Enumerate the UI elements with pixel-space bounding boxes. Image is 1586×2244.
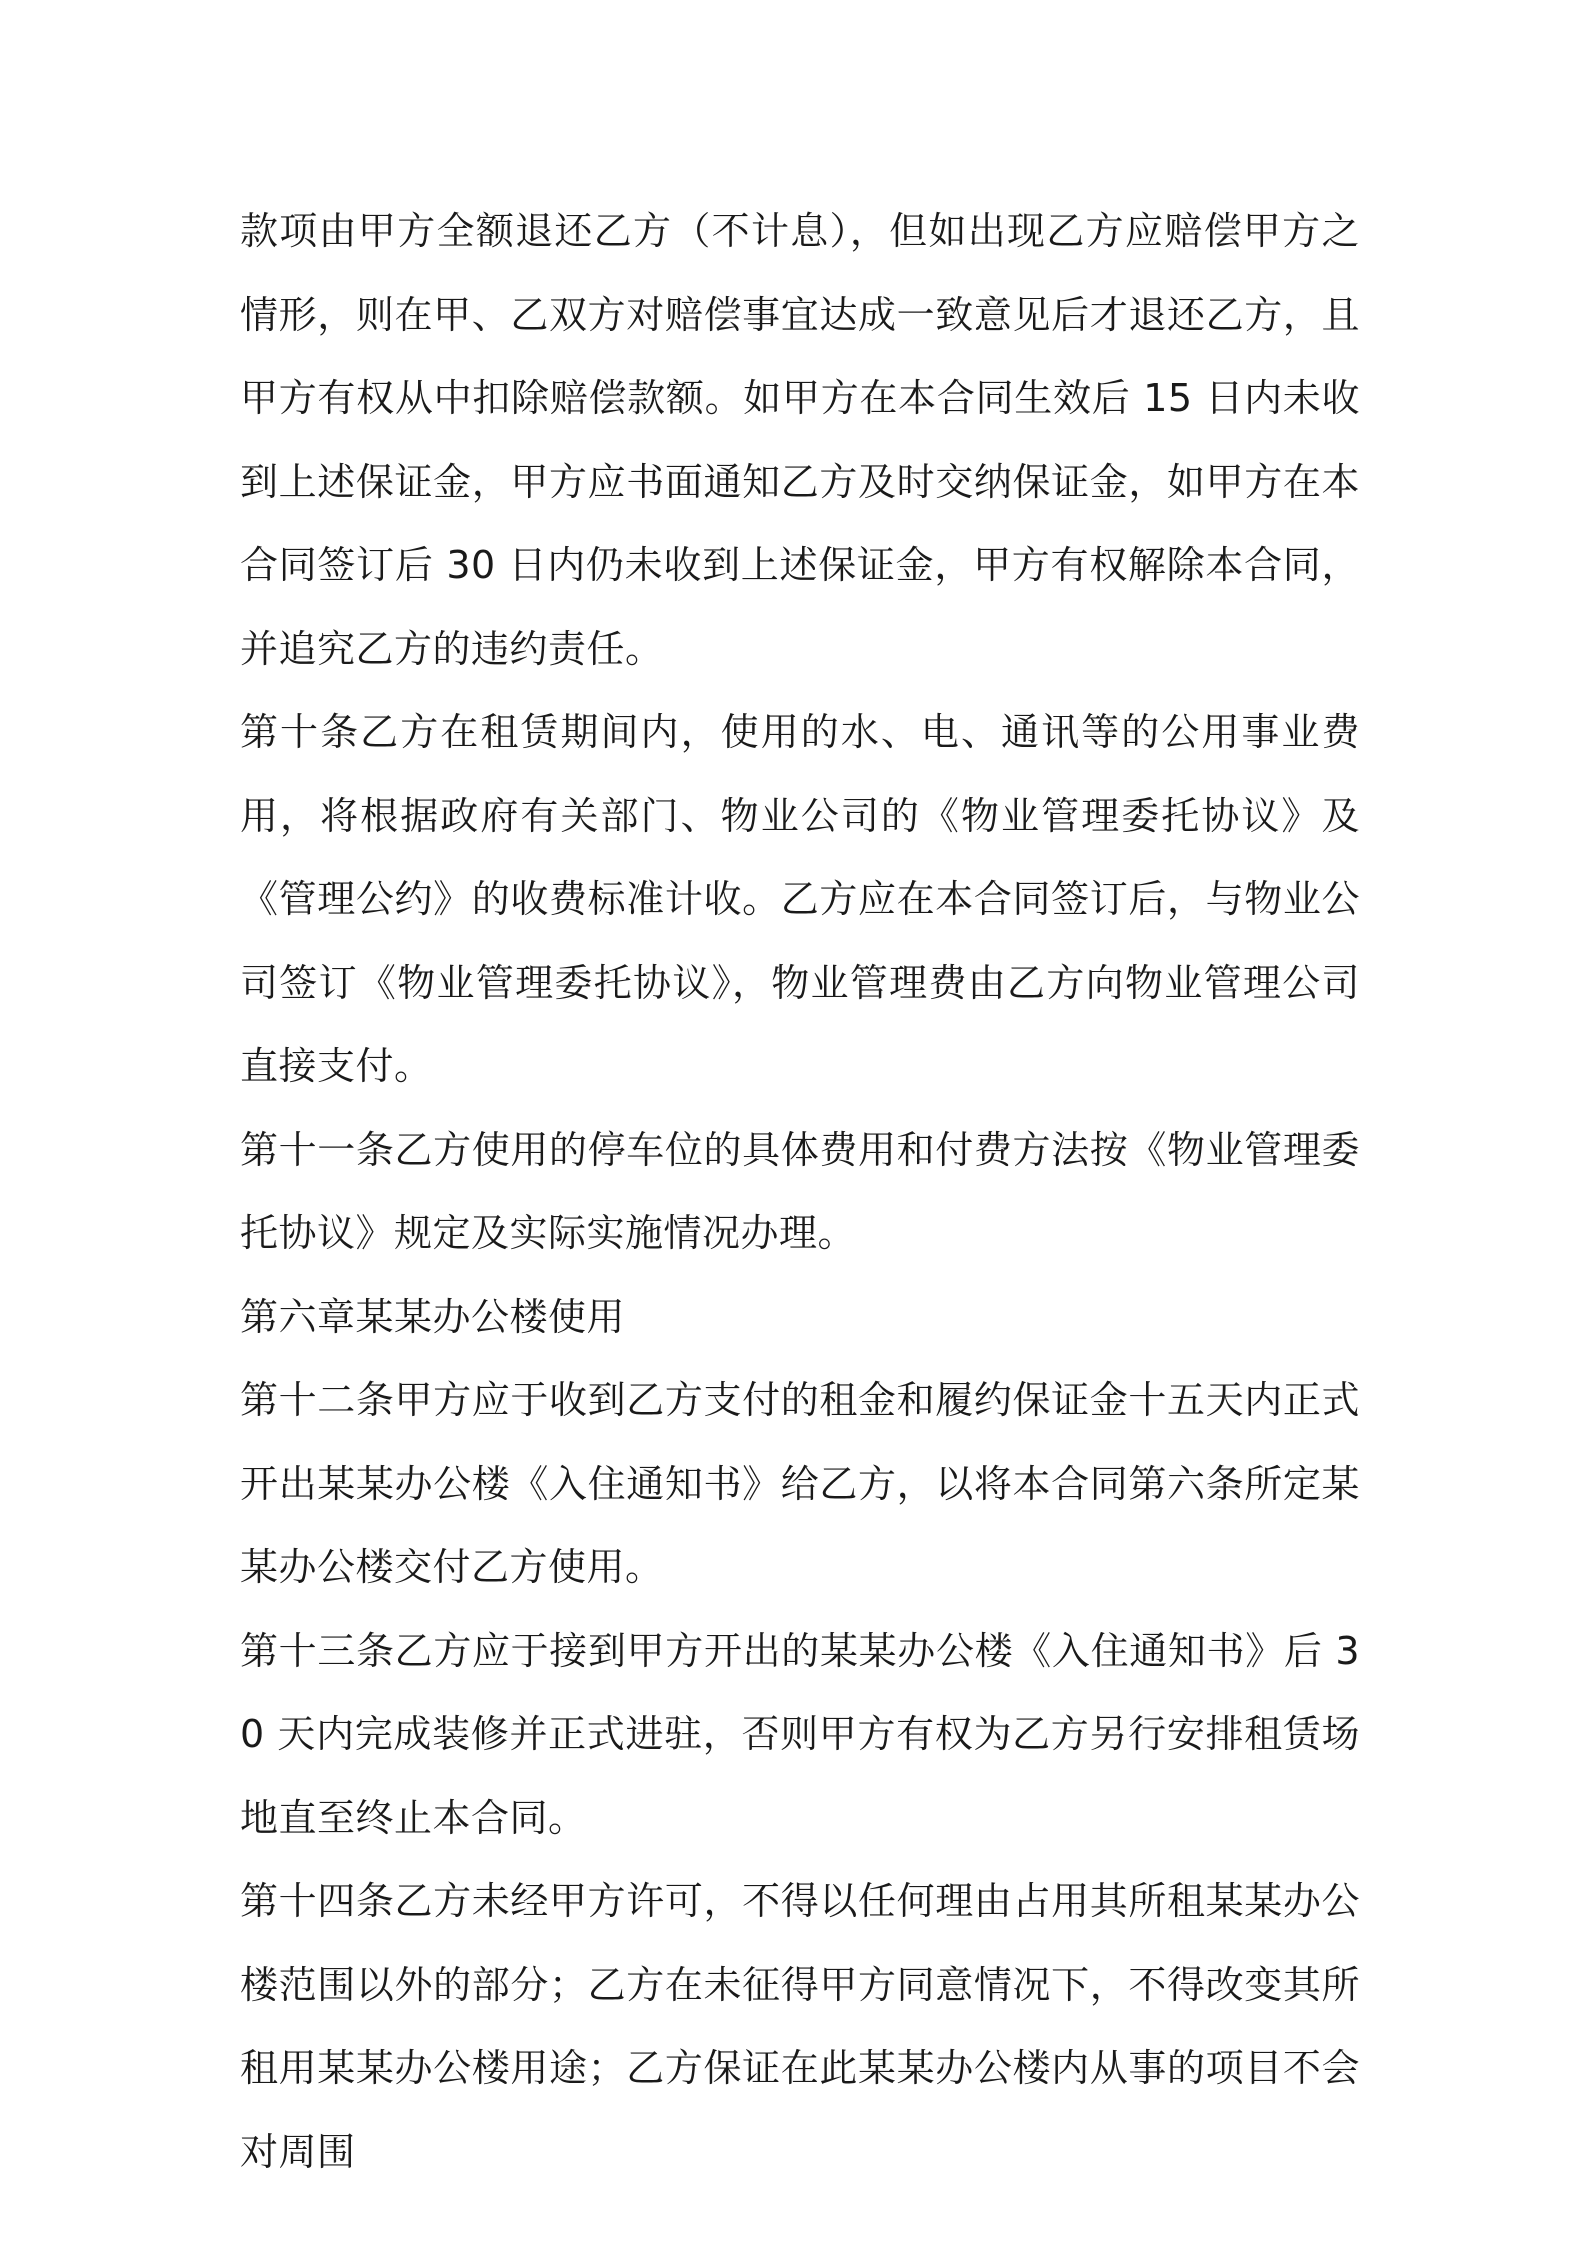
paragraph-article-10: 第十条乙方在租赁期间内，使用的水、电、通讯等的公用事业费用，将根据政府有关部门、物业公司的《物业管理委托协议》及《管理公约》的收费标准计收。乙方应在本合同签订后，与物业公司签订《物业管理委托协议》，物业管理费由乙方向物业管理公司直接支付。 <box>240 710 1360 1088</box>
paragraph-deposit-refund: 款项由甲方全额退还乙方（不计息），但如出现乙方应赔偿甲方之情形，则在甲、乙双方对赔偿事宜达成一致意见后才退还乙方，且甲方有权从中扣除赔偿款额。如甲方在本合同生效后 15 日内未收到上述保证金，甲方应书面通知乙方及时交纳保证金，如甲方在本合同签订后 30 日内仍未收到上述保证金，甲方有权解除本合同，并追究乙方的违约责任。 <box>240 209 1360 671</box>
paragraph-article-11: 第十一条乙方使用的停车位的具体费用和付费方法按《物业管理委托协议》规定及实际实施情况办理。 <box>240 1127 1360 1255</box>
document-body <box>240 190 1360 2194</box>
paragraph-article-12: 第十二条甲方应于收到乙方支付的租金和履约保证金十五天内正式开出某某办公楼《入住通知书》给乙方，以将本合同第六条所定某某办公楼交付乙方使用。 <box>240 1378 1360 1589</box>
chapter-heading-6: 第六章某某办公楼使用 <box>240 1294 626 1339</box>
paragraph-article-13: 第十三条乙方应于接到甲方开出的某某办公楼《入住通知书》后 30 天内完成装修并正式进驻，否则甲方有权为乙方另行安排租赁场地直至终止本合同。 <box>240 1628 1360 1840</box>
paragraph-article-14: 第十四条乙方未经甲方许可，不得以任何理由占用其所租某某办公楼范围以外的部分；乙方在未征得甲方同意情况下，不得改变其所租用某某办公楼用途；乙方保证在此某某办公楼内从事的项目不会对周围 <box>240 1879 1360 2174</box>
